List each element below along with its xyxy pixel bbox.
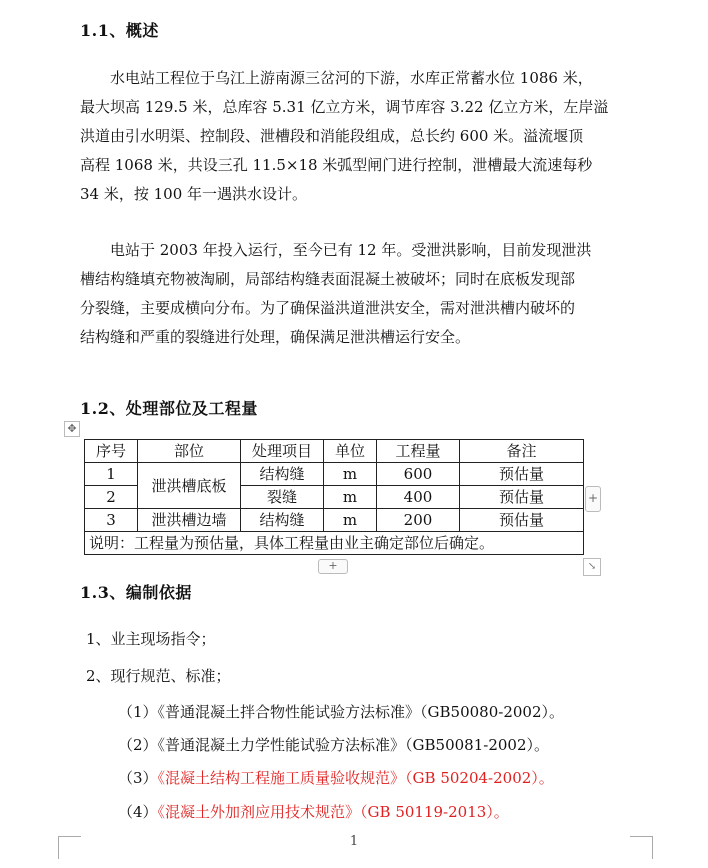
table-note: 说明：工程量为预估量，具体工程量由业主确定部位后确定。 bbox=[85, 532, 584, 555]
standard-item-text: 《混凝土外加剂应用技术规范》（GB 50119-2013）。 bbox=[157, 803, 509, 821]
section-heading-basis: 1.3、编制依据 bbox=[80, 583, 192, 602]
table-header-cell: 部位 bbox=[138, 440, 241, 463]
standard-item: （2）《普通混凝土力学性能试验方法标准》（GB50081-2002）。 bbox=[118, 736, 550, 754]
table-cell: m bbox=[324, 486, 377, 509]
table-cell: m bbox=[324, 509, 377, 532]
text-line: 34 米，按 100 年一遇洪水设计。 bbox=[80, 185, 308, 203]
table-header-row bbox=[85, 440, 584, 463]
quantity-table bbox=[84, 439, 584, 555]
text-line: 电站于 2003 年投入运行，至今已有 12 年。受泄洪影响，目前发现泄洪 bbox=[110, 241, 592, 259]
text-line: 水电站工程位于乌江上游南源三岔河的下游，水库正常蓄水位 1086 米， bbox=[110, 69, 593, 87]
table-cell-merged-part: 泄洪槽底板 bbox=[138, 463, 241, 509]
table-cell: 1 bbox=[85, 463, 138, 486]
text-line: 洪道由引水明渠、控制段、泄槽段和消能段组成，总长约 600 米。溢流堰顶 bbox=[80, 127, 584, 145]
table-cell: 泄洪槽边墙 bbox=[138, 509, 241, 532]
table-header-cell: 处理项目 bbox=[241, 440, 324, 463]
text-line: 分裂缝，主要成横向分布。为了确保溢洪道泄洪安全，需对泄洪槽内破坏的 bbox=[80, 299, 576, 317]
page-number: 1 bbox=[349, 834, 359, 849]
add-row-button[interactable]: + bbox=[318, 559, 348, 574]
table-row bbox=[85, 463, 584, 486]
table-header-cell: 序号 bbox=[85, 440, 138, 463]
table-cell: 200 bbox=[377, 509, 460, 532]
section-heading-scope: 1.2、处理部位及工程量 bbox=[80, 399, 258, 418]
table-header-cell: 备注 bbox=[460, 440, 584, 463]
table-cell: 预估量 bbox=[460, 463, 584, 486]
standard-item-text: 《混凝土结构工程施工质量验收规范》（GB 50204-2002）。 bbox=[157, 769, 554, 787]
table-cell: 预估量 bbox=[460, 509, 584, 532]
paragraph-overview-1 bbox=[80, 64, 636, 209]
table-cell: m bbox=[324, 463, 377, 486]
table-resize-handle[interactable]: ↘ bbox=[583, 558, 601, 576]
list-item: 1、业主现场指令； bbox=[86, 630, 216, 648]
standard-item: （1）《普通混凝土拌合物性能试验方法标准》（GB50080-2002）。 bbox=[118, 703, 565, 721]
table-cell: 2 bbox=[85, 486, 138, 509]
standard-item-prefix: （4） bbox=[118, 803, 158, 821]
table-header-cell: 工程量 bbox=[377, 440, 460, 463]
text-line: 槽结构缝填充物被淘刷，局部结构缝表面混凝土被破坏；同时在底板发现部 bbox=[80, 270, 576, 288]
section-heading-overview: 1.1、概述 bbox=[80, 21, 159, 40]
text-line: 结构缝和严重的裂缝进行处理，确保满足泄洪槽运行安全。 bbox=[80, 328, 471, 346]
table-cell: 600 bbox=[377, 463, 460, 486]
table-cell: 3 bbox=[85, 509, 138, 532]
table-header-cell: 单位 bbox=[324, 440, 377, 463]
paragraph-overview-2 bbox=[80, 236, 636, 352]
standard-item bbox=[118, 801, 509, 822]
table-cell: 结构缝 bbox=[241, 509, 324, 532]
standard-item bbox=[118, 767, 554, 788]
table-cell: 结构缝 bbox=[241, 463, 324, 486]
text-line: 最大坝高 129.5 米，总库容 5.31 亿立方米，调节库容 3.22 亿立方米，左岸溢 bbox=[80, 98, 609, 116]
text-line: 高程 1068 米，共设三孔 11.5×18 米弧型闸门进行控制，泄槽最大流速每秒 bbox=[80, 156, 593, 174]
table-note-row bbox=[85, 532, 584, 555]
add-column-button[interactable]: + bbox=[585, 486, 601, 512]
list-item: 2、现行规范、标准； bbox=[86, 667, 231, 685]
table-move-handle[interactable]: ✥ bbox=[64, 421, 80, 437]
table-cell: 400 bbox=[377, 486, 460, 509]
table-cell: 预估量 bbox=[460, 486, 584, 509]
standard-item-prefix: （3） bbox=[118, 769, 158, 787]
table-cell: 裂缝 bbox=[241, 486, 324, 509]
table-row bbox=[85, 509, 584, 532]
